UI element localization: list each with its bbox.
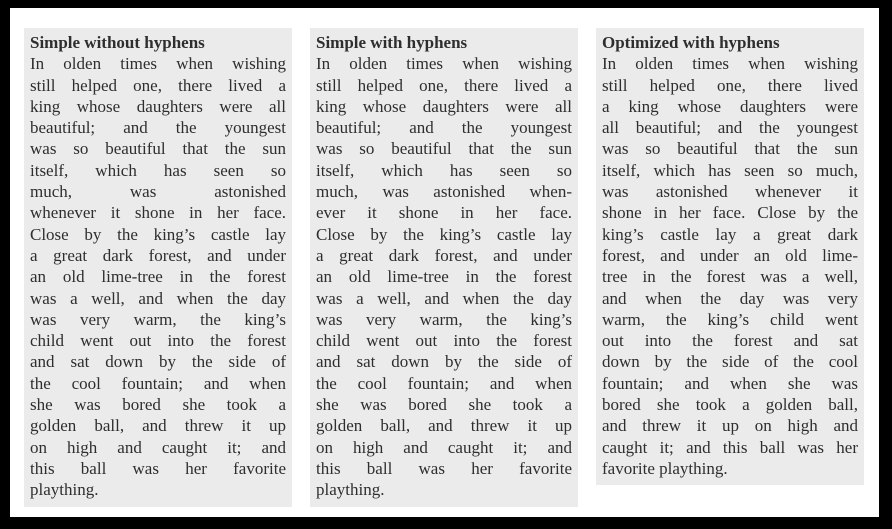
text-line: child went out into the forest [316,331,572,351]
text-line: tree in the forest was a well, [602,267,858,287]
column-optimized-with-hyphens [596,28,864,485]
text-line: and sat down by the side of [316,352,572,372]
text-line: was astonished whenever it [602,182,858,202]
text-line: caught it; and this ball was her [602,437,858,457]
text-line: whenever it shone in her face. [30,203,286,223]
text-line: still helped one, there lived [602,75,858,95]
text-line: this ball was her favorite [316,458,572,478]
text-line: warm, the king’s child went [602,309,858,329]
text-line: Close by the king’s castle lay [30,224,286,244]
text-line: was a well, and when the day [316,288,572,308]
text-line: golden ball, and threw it up [30,416,286,436]
column-title: Simple with hyphens [316,33,468,52]
column-title: Optimized with hyphens [602,33,780,52]
column-simple-with-hyphens [310,28,578,507]
page-background [10,8,879,517]
column-body [316,53,572,500]
text-line: plaything. [30,480,99,500]
column-simple-without-hyphens [24,28,292,507]
text-line: king whose daughters were all [30,96,286,116]
text-line: a great dark forest, and under [30,245,286,265]
text-line: In olden times when wishing [30,54,286,74]
text-line: a great dark forest, and under [316,245,572,265]
text-line: itself, which has seen so [316,160,572,180]
text-line: ever it shone in her face. [316,203,572,223]
text-line: an old lime-tree in the forest [30,267,286,287]
text-line: and sat down by the side of [30,352,286,372]
text-line: was so beautiful that the sun [316,139,572,159]
column-body [30,53,286,500]
text-line: an old lime-tree in the forest [316,267,572,287]
text-line: on high and caught it; and [30,437,286,457]
text-line: much, was astonished [30,182,286,202]
text-line: forest, and under an old lime- [602,245,858,265]
text-line: she was bored she took a [316,395,572,415]
text-line: was a well, and when the day [30,288,286,308]
text-line: and threw it up on high and [602,416,858,436]
text-line: beautiful; and the youngest [30,118,286,138]
text-line: king whose daughters were all [316,96,572,116]
text-line: was very warm, the king’s [30,309,286,329]
text-line: was so beautiful that the sun [602,139,858,159]
text-line: Close by the king’s castle lay [316,224,572,244]
text-line: the cool fountain; and when [30,373,286,393]
text-line: golden ball, and threw it up [316,416,572,436]
text-line: In olden times when wishing [316,54,572,74]
text-line: fountain; and when she was [602,373,858,393]
text-line: itself, which has seen so [30,160,286,180]
text-line: on high and caught it; and [316,437,572,457]
text-line: shone in her face. Close by the [602,203,858,223]
text-line: was so beautiful that the sun [30,139,286,159]
text-line: child went out into the forest [30,331,286,351]
text-line: still helped one, there lived a [316,75,572,95]
text-line: much, was astonished when- [316,182,572,202]
text-line: In olden times when wishing [602,54,858,74]
text-line: out into the forest and sat [602,331,858,351]
text-line: still helped one, there lived a [30,75,286,95]
text-line: plaything. [316,480,385,500]
text-line: was very warm, the king’s [316,309,572,329]
text-line: bored she took a golden ball, [602,395,858,415]
text-line: favorite plaything. [602,458,728,478]
text-line: beautiful; and the youngest [316,118,572,138]
text-line: king’s castle lay a great dark [602,224,858,244]
text-line: she was bored she took a [30,395,286,415]
text-line: the cool fountain; and when [316,373,572,393]
text-line: down by the side of the cool [602,352,858,372]
text-line: all beautiful; and the youngest [602,118,858,138]
columns-row [24,28,865,507]
text-line: this ball was her favorite [30,458,286,478]
text-line: itself, which has seen so much, [602,160,858,180]
text-line: and when the day was very [602,288,858,308]
column-title: Simple without hyphens [30,33,205,52]
text-line: a king whose daughters were [602,96,858,116]
column-body [602,53,858,479]
